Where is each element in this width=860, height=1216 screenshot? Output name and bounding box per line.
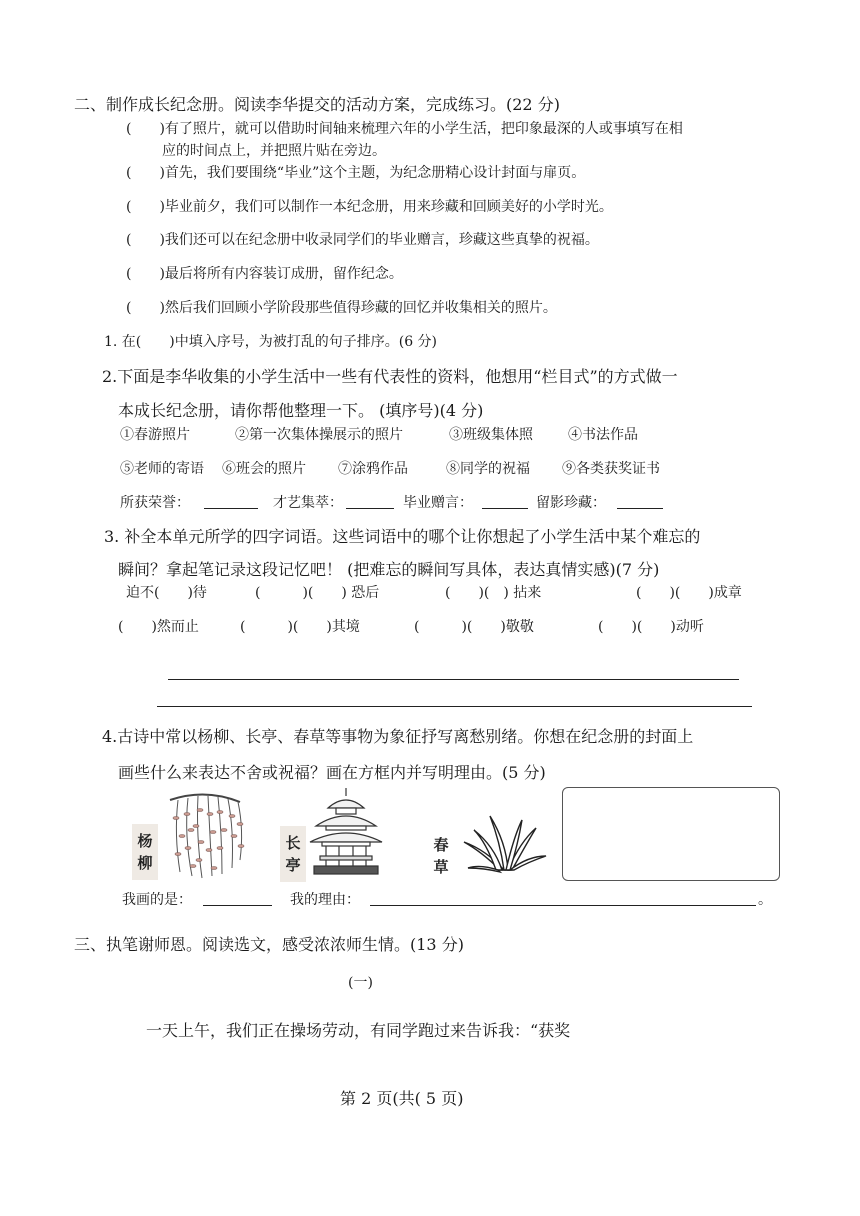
willow-label-char: 杨 (137, 832, 153, 850)
category-message-label: 毕业赠言： (403, 495, 473, 511)
q2-option: ③班级集体照 (449, 427, 533, 443)
idiom-blank: 迫不( )待 (126, 585, 207, 601)
drawing-box[interactable] (562, 787, 780, 881)
pavilion-label-char: 长 (285, 834, 301, 852)
page-footer: 第 2 页(共( 5 页) (340, 1089, 464, 1108)
draw-blank[interactable] (203, 905, 272, 906)
category-honors-blank[interactable] (204, 508, 258, 509)
grass-label-char: 春 (433, 836, 449, 854)
writing-line-2[interactable] (157, 706, 752, 707)
draw-label: 我画的是： (122, 892, 192, 908)
reason-end: 。 (758, 892, 772, 908)
question-2-line1: 2.下面是李华收集的小学生活中一些有代表性的资料，他想用“栏目式”的方式做一 (102, 367, 678, 386)
question-3-line2: 瞬间？拿起笔记录这段记忆吧！ (把难忘的瞬间写具体，表达真情实感)(7 分) (118, 560, 660, 579)
reason-label: 我的理由： (290, 892, 360, 908)
pavilion-label-card (280, 826, 306, 882)
q2-option: ②第一次集体操展示的照片 (235, 427, 403, 443)
category-photos-blank[interactable] (617, 508, 663, 509)
question-3-line1: 3. 补全本单元所学的四字词语。这些词语中的哪个让你想起了小学生活中某个难忘的 (104, 527, 701, 546)
grass-label-char: 草 (433, 858, 449, 876)
idiom-blank: ( )( )其境 (240, 619, 360, 635)
q2-option: ⑨各类获奖证书 (562, 461, 660, 477)
grass-icon (460, 812, 548, 874)
idiom-blank: ( )( )成章 (636, 585, 742, 601)
section2-title: 二、制作成长纪念册。阅读李华提交的活动方案，完成练习。(22 分) (74, 95, 560, 114)
section3-paragraph: 一天上午，我们正在操场劳动，有同学跑过来告诉我：“获奖 (146, 1021, 571, 1040)
sort-item-6: ( )然后我们回顾小学阶段那些值得珍藏的回忆并收集相关的照片。 (126, 300, 557, 316)
sort-item-1: ( )有了照片，就可以借助时间轴来梳理六年的小学生活，把印象最深的人或事填写在相 (126, 121, 683, 137)
q2-option: ⑤老师的寄语 (120, 461, 204, 477)
q2-option: ⑥班会的照片 (222, 461, 306, 477)
idiom-blank: ( )然而止 (118, 619, 199, 635)
pavilion-icon (306, 786, 386, 878)
sort-item-3: ( )毕业前夕，我们可以制作一本纪念册，用来珍藏和回顾美好的小学时光。 (126, 199, 613, 215)
q2-option: ①春游照片 (120, 427, 190, 443)
idiom-blank: ( )( ) 拈来 (445, 585, 542, 601)
q2-option: ④书法作品 (568, 427, 638, 443)
section3-title: 三、执笔谢师恩。阅读选文，感受浓浓师生情。(13 分) (74, 935, 464, 954)
writing-line-1[interactable] (168, 679, 739, 680)
question-4-line1: 4.古诗中常以杨柳、长亭、春草等事物为象征抒写离愁别绪。你想在纪念册的封面上 (102, 727, 694, 746)
willow-label-card (132, 824, 158, 880)
q2-option: ⑧同学的祝福 (446, 461, 530, 477)
category-photos-label: 留影珍藏： (536, 495, 606, 511)
question-1: 1. 在( )中填入序号，为被打乱的句子排序。(6 分) (104, 334, 438, 350)
category-talent-label: 才艺集萃： (273, 495, 343, 511)
willow-icon (160, 790, 250, 882)
q2-option: ⑦涂鸦作品 (338, 461, 408, 477)
category-honors-label: 所获荣誉： (120, 495, 190, 511)
question-4-line2: 画些什么来表达不舍或祝福？画在方框内并写明理由。(5 分) (118, 763, 546, 782)
idiom-blank: ( )( )动听 (598, 619, 704, 635)
category-talent-blank[interactable] (346, 508, 394, 509)
pavilion-label-char: 亭 (285, 856, 301, 874)
reason-blank[interactable] (370, 905, 756, 906)
section3-subheading: (一) (348, 975, 373, 991)
sort-item-1-cont: 应的时间点上，并把照片贴在旁边。 (162, 143, 386, 159)
sort-item-5: ( )最后将所有内容装订成册，留作纪念。 (126, 266, 403, 282)
sort-item-2: ( )首先，我们要围绕“毕业”这个主题，为纪念册精心设计封面与扉页。 (126, 165, 586, 181)
idiom-blank: ( )( ) 恐后 (255, 585, 380, 601)
category-message-blank[interactable] (482, 508, 528, 509)
willow-label-char: 柳 (137, 854, 153, 872)
idiom-blank: ( )( )敬敬 (414, 619, 534, 635)
grass-label-card (429, 832, 453, 880)
sort-item-4: ( )我们还可以在纪念册中收录同学们的毕业赠言，珍藏这些真挚的祝福。 (126, 232, 599, 248)
question-2-line2: 本成长纪念册，请你帮他整理一下。 (填序号)(4 分) (118, 401, 484, 420)
